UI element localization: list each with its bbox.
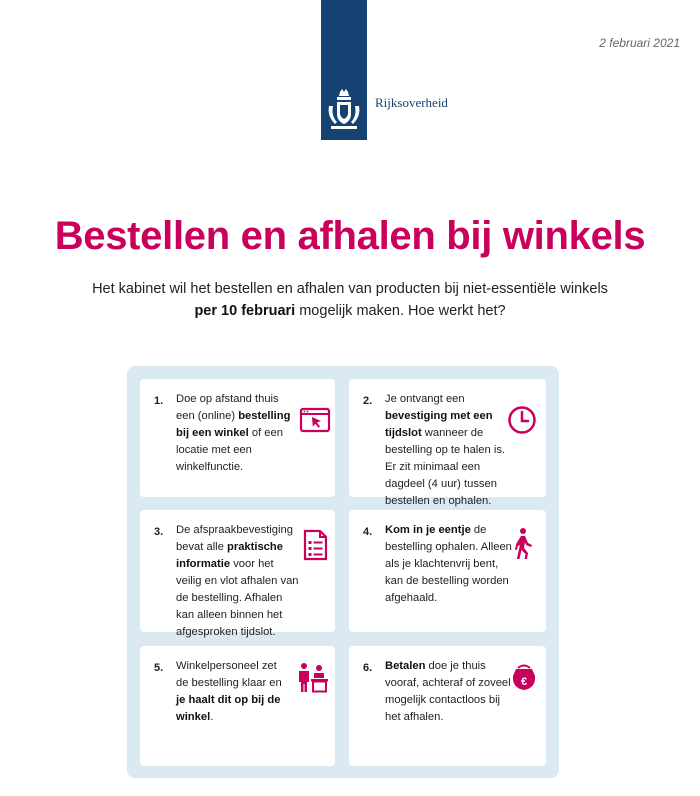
step-text-part: De afspraakbevestiging bevat alle <box>176 524 293 553</box>
step-text-part: Je ontvangt een <box>385 393 465 405</box>
step-number: 4. <box>363 526 373 538</box>
step-text-part: Winkelpersoneel zet de bestelling klaar en <box>176 660 282 689</box>
intro-line-2: mogelijk maken. Hoe werkt het? <box>295 303 506 319</box>
step-number: 3. <box>154 526 164 538</box>
intro-text <box>60 278 640 322</box>
document-list-icon <box>298 528 332 562</box>
step-text <box>176 391 296 476</box>
intro-highlight: per 10 februari <box>194 303 296 319</box>
step-text-part: of een locatie met een winkelfunctie. <box>176 427 283 473</box>
step-text-part: wanneer de bestelling op te halen is. Er zit minimaal een dagdeel (4 uur) tussen bestellen en ophalen. <box>385 427 506 507</box>
step-text-bold: Kom in je eentje <box>385 524 471 536</box>
step-text-part: voor het veilig en vlot afhalen van de bestelling. Afhalen kan alleen binnen het afgesproken tijdslot. <box>176 558 299 638</box>
step-card-1 <box>140 379 335 497</box>
clock-icon <box>505 403 539 437</box>
step-text-part: de bestelling ophalen. Alleen als je klachtenvrij bent, kan de bestelling worden afgehaald. <box>385 524 512 604</box>
step-text-bold: Betalen <box>385 660 426 672</box>
step-text-bold: bevestiging met een tijdslot <box>385 410 493 439</box>
step-text-part: . <box>210 711 214 723</box>
step-number: 5. <box>154 662 164 674</box>
step-card-4 <box>349 510 546 632</box>
step-card-5 <box>140 646 335 766</box>
step-text <box>385 522 513 607</box>
step-number: 6. <box>363 662 373 674</box>
svg-text:€: € <box>520 676 528 688</box>
step-card-2 <box>349 379 546 507</box>
step-text <box>176 522 300 641</box>
step-text-bold: je haalt dit op bij de winkel <box>176 694 281 723</box>
step-number: 1. <box>154 395 164 407</box>
walking-person-icon <box>505 526 539 560</box>
shop-counter-icon <box>295 660 329 694</box>
coat-of-arms-icon <box>323 86 365 134</box>
step-text-part: Doe op afstand thuis een (online) <box>176 393 279 422</box>
step-text <box>385 658 513 726</box>
page-title: Bestellen en afhalen bij winkels <box>54 214 646 258</box>
rijksoverheid-logo <box>321 0 367 140</box>
logo-text: Rijksoverheid <box>375 95 448 110</box>
intro-line-1: Het kabinet wil het bestellen en afhalen van producten bij niet-essentiële winkels <box>92 281 608 297</box>
document-date: 2 februari 2021 <box>599 36 680 50</box>
step-card-3 <box>140 510 335 638</box>
step-card-6 <box>349 646 546 766</box>
browser-cursor-icon <box>298 403 332 437</box>
euro-purse-icon <box>507 660 541 694</box>
step-text <box>385 391 515 510</box>
step-text-bold: bestelling bij een winkel <box>176 410 291 439</box>
step-text <box>176 658 286 726</box>
step-number: 2. <box>363 395 373 407</box>
step-text-bold: praktische informatie <box>176 541 283 570</box>
steps-panel <box>127 366 559 778</box>
step-text-part: doe je thuis vooraf, achteraf of zoveel mogelijk contactloos bij het afhalen. <box>385 660 511 723</box>
